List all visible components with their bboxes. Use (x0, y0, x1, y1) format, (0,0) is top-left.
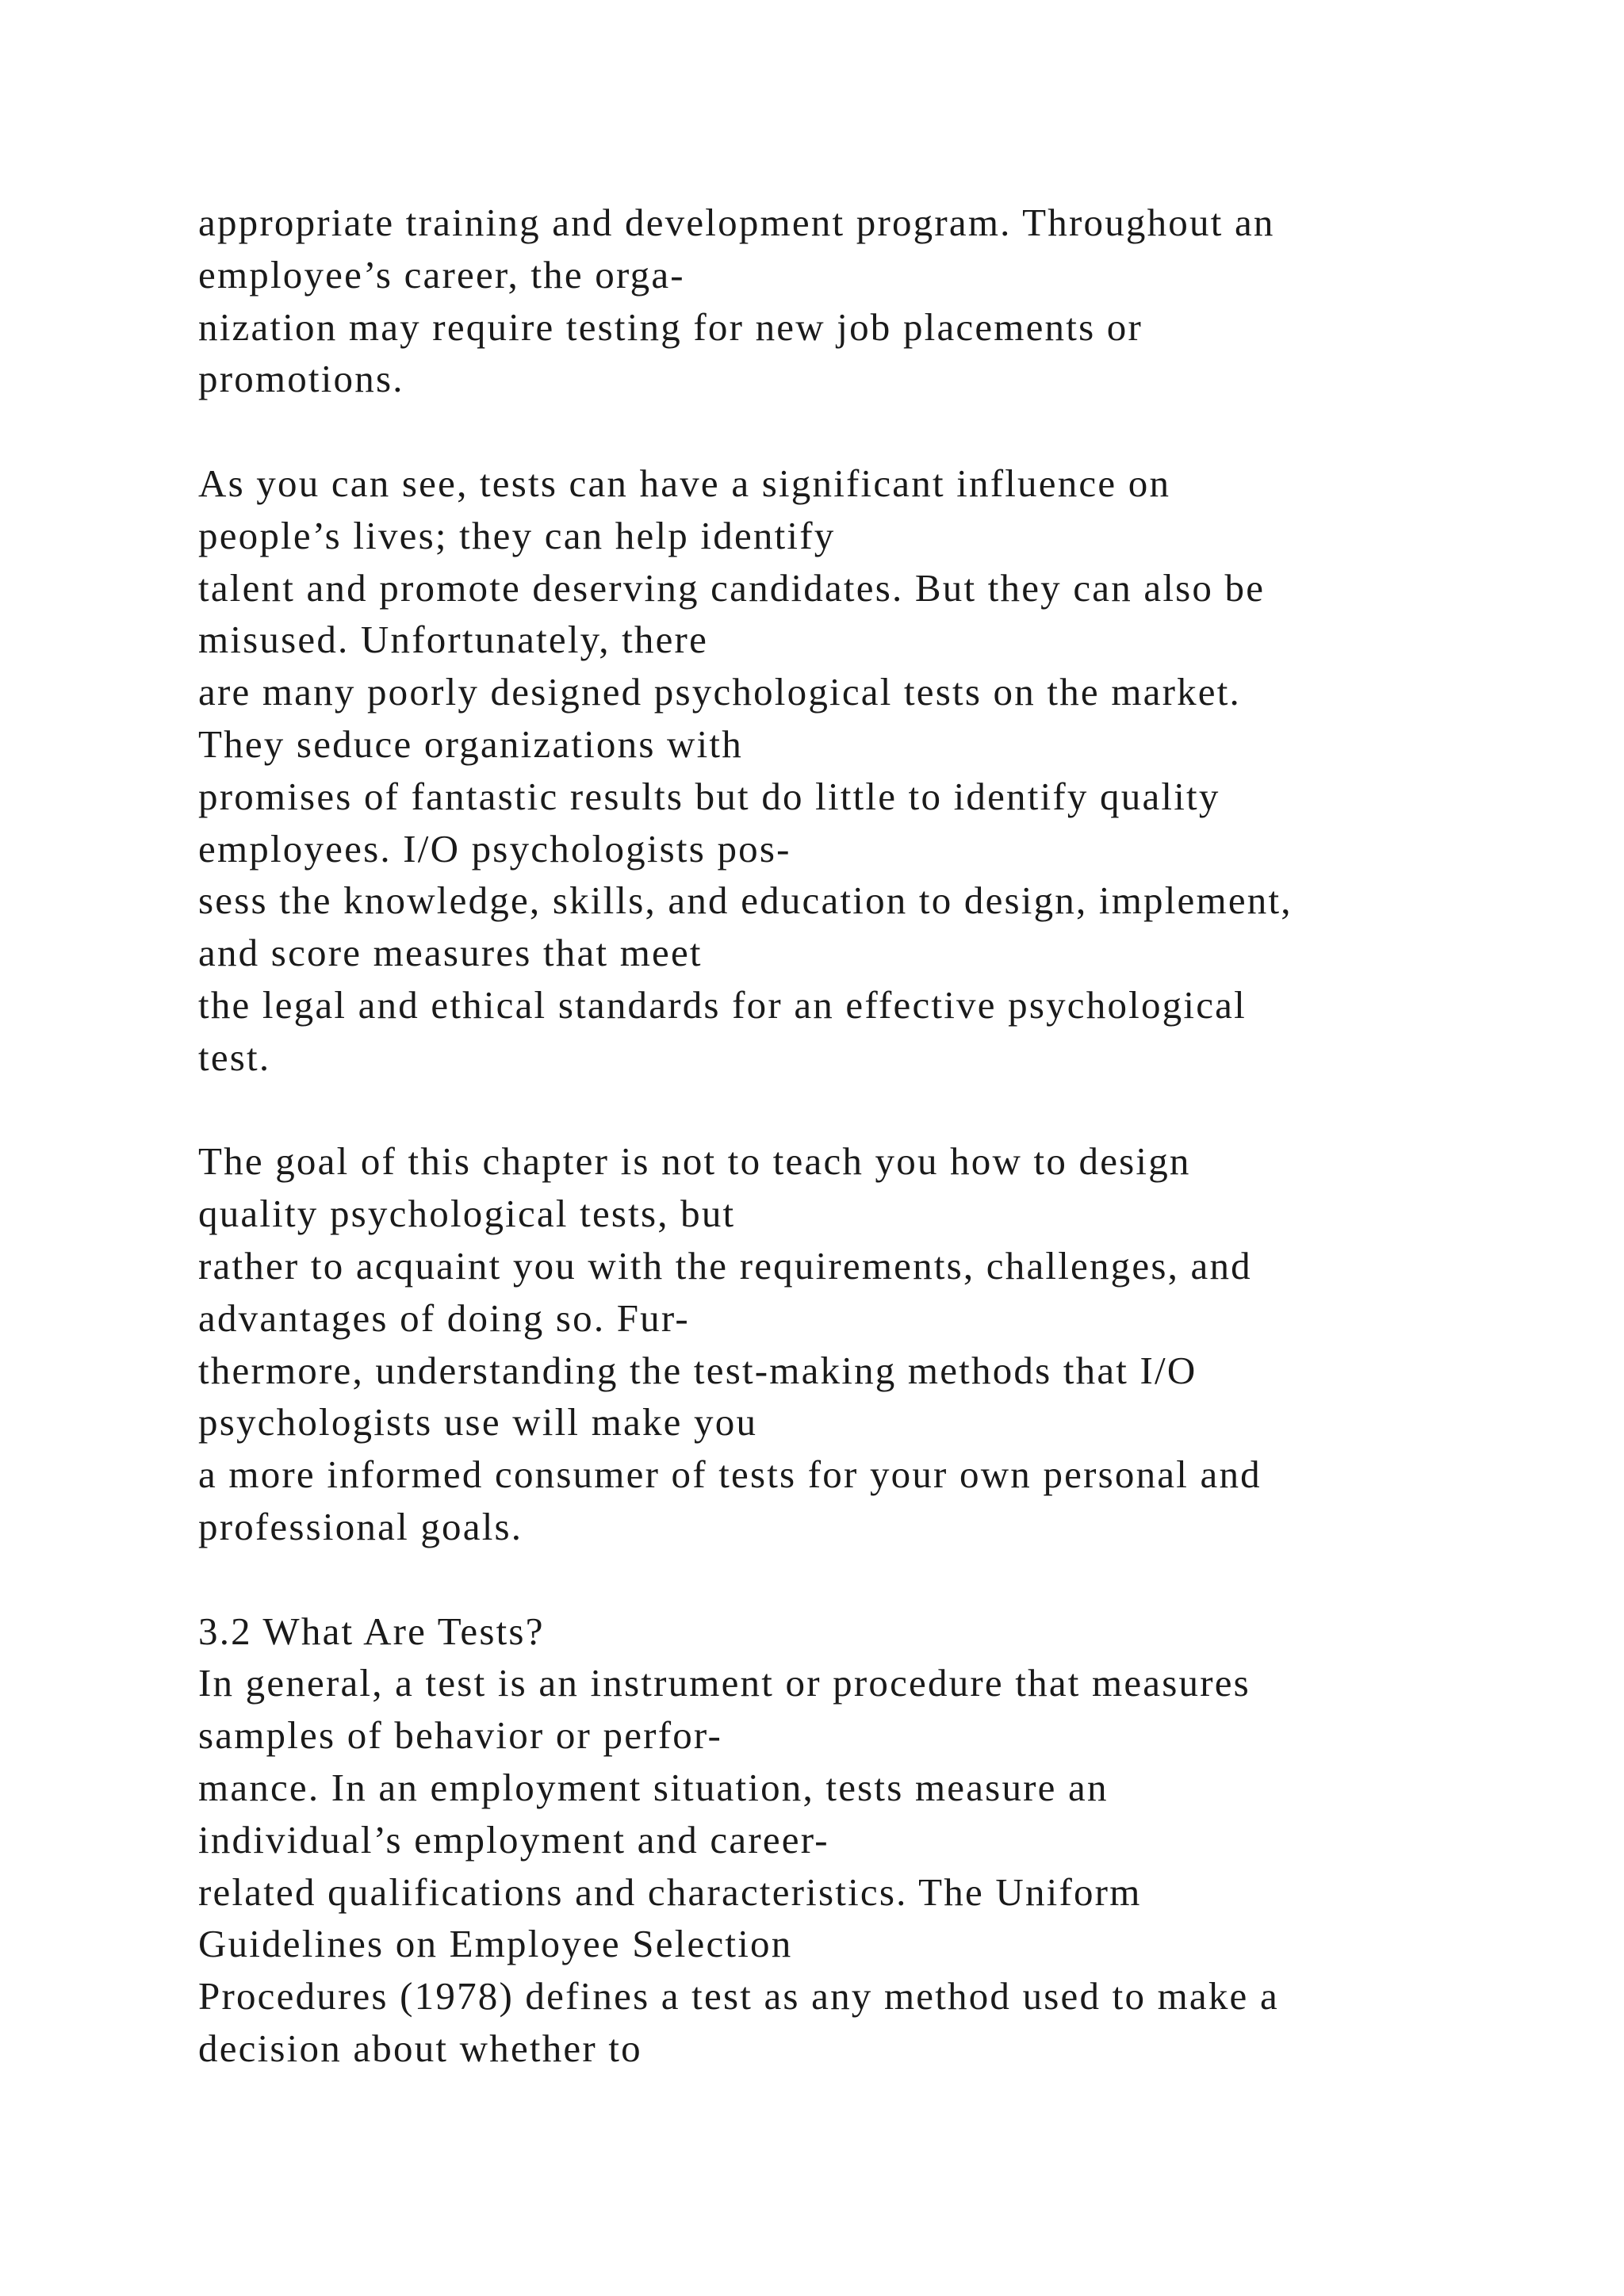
text-line: employee’s career, the orga- (198, 252, 685, 297)
paragraph-spacer (198, 1553, 1594, 1605)
paragraph-test-influence (198, 457, 1594, 1084)
paragraph-spacer (198, 405, 1594, 457)
text-line: As you can see, tests can have a significant influence on (198, 461, 1171, 505)
section-heading: 3.2 What Are Tests? (198, 1609, 545, 1653)
document-body (198, 197, 1594, 2075)
text-line: decision about whether to (198, 2026, 642, 2070)
text-line: promises of fantastic results but do little to identify quality (198, 774, 1220, 818)
text-line: In general, a test is an instrument or procedure that measures (198, 1661, 1251, 1705)
text-line: test. (198, 1035, 271, 1079)
text-line: are many poorly designed psychological tests on the market. (198, 670, 1242, 714)
text-line: professional goals. (198, 1504, 523, 1548)
text-line: sess the knowledge, skills, and education to design, implement, (198, 878, 1293, 923)
text-line: nization may require testing for new job placements or (198, 304, 1143, 349)
text-line: employees. I/O psychologists pos- (198, 826, 791, 871)
paragraph-spacer (198, 1084, 1594, 1136)
text-line: Procedures (1978) defines a test as any method used to make a (198, 1974, 1279, 2019)
text-line: promotions. (198, 357, 404, 401)
text-line: individual’s employment and career- (198, 1817, 829, 1862)
text-line: Guidelines on Employee Selection (198, 1922, 793, 1966)
text-line: They seduce organizations with (198, 721, 743, 766)
text-line: samples of behavior or perfor- (198, 1713, 722, 1758)
text-line: the legal and ethical standards for an effective psychological (198, 982, 1247, 1027)
text-line: people’s lives; they can help identify (198, 513, 836, 557)
text-line: appropriate training and development program. Throughout an (198, 201, 1275, 244)
paragraph-what-are-tests (198, 1605, 1594, 2075)
text-line: psychologists use will make you (198, 1400, 758, 1445)
text-line: mance. In an employment situation, tests measure an (198, 1765, 1109, 1809)
text-line: related qualifications and characteristics. The Uniform (198, 1869, 1142, 1914)
text-line: advantages of doing so. Fur- (198, 1295, 690, 1340)
text-line: a more informed consumer of tests for your own personal and (198, 1452, 1262, 1497)
text-line: and score measures that meet (198, 931, 703, 975)
text-line: thermore, understanding the test-making methods that I/O (198, 1348, 1197, 1392)
paragraph-chapter-goal (198, 1135, 1594, 1552)
text-line: quality psychological tests, but (198, 1192, 736, 1236)
text-line: rather to acquaint you with the requirements, challenges, and (198, 1243, 1252, 1288)
text-line: The goal of this chapter is not to teach you how to design (198, 1139, 1191, 1184)
paragraph-training-program (198, 197, 1594, 405)
text-line: talent and promote deserving candidates. But they can also be (198, 565, 1266, 610)
text-line: misused. Unfortunately, there (198, 618, 709, 662)
